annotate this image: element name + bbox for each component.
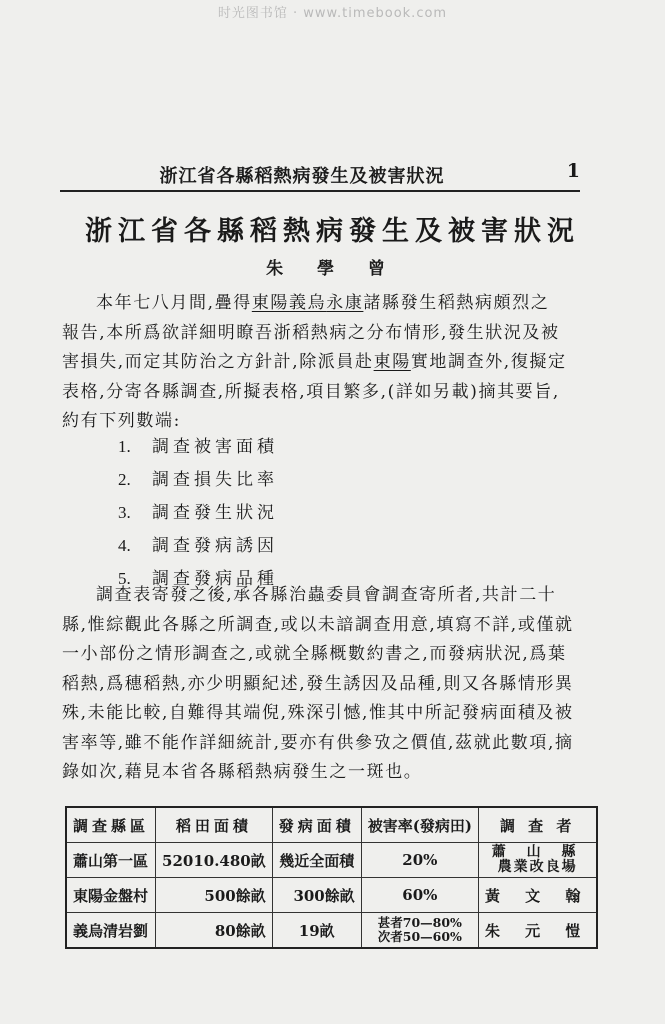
article-title: 浙江省各縣稻熱病發生及被害狀況 (85, 216, 580, 247)
surveyor-cell: 蕭 山 縣 農業改良場 (478, 843, 597, 878)
list-item: 4. 調查發病誘因 (118, 536, 278, 556)
list-item: 1. 調查被害面積 (118, 437, 278, 457)
text-line: 表格,分寄各縣調查,所擬表格,項目繁多,(詳如另載)摘其要旨, (62, 381, 560, 402)
text-line: 約有下列數端: (62, 411, 181, 431)
disease-area-cell: 19畝 (272, 913, 361, 949)
text-line: 稻熱,爲穗稻熱,亦少明顯紀述,發生誘因及品種,則又各縣情形異 (62, 673, 574, 694)
column-header: 被害率(發病田) (361, 807, 478, 843)
column-header: 稻田面積 (156, 807, 273, 843)
text-line: 調查表寄發之後,承各縣治蟲委員會調查寄所者,共計二十 (96, 585, 557, 605)
table-header-row (66, 807, 597, 843)
column-header: 調查縣區 (66, 807, 156, 843)
text-line: 本年七八月間,疊得東陽義烏永康諸縣發生稻熱病頗烈之 (96, 293, 550, 313)
list-item: 2. 調查損失比率 (118, 470, 278, 490)
text-line: 一小部份之情形調查之,或就全縣概數約書之,而發病狀況,爲葉 (62, 644, 567, 664)
text-line: 縣,惟綜觀此各縣之所調查,或以未諳調查用意,填寫不詳,或僅就 (62, 614, 574, 635)
author-name: 朱 學 曾 (266, 259, 399, 279)
list-item: 3. 調查發生狀況 (118, 503, 278, 523)
intro-paragraph (62, 289, 582, 437)
text-line: 害率等,雖不能作詳細統計,要亦有供參攷之價值,茲就此數項,摘 (62, 732, 574, 753)
disease-area-cell: 300餘畝 (272, 878, 361, 913)
damage-rate-cell: 20% (361, 843, 478, 878)
survey-items-list (118, 432, 278, 597)
list-item: 5. 調查發病品種 (118, 569, 278, 589)
surveyor-cell: 朱 元 愷 (478, 913, 597, 949)
survey-table (65, 806, 598, 949)
text-line: 錄如次,藉見本省各縣稻熱病發生之一斑也。 (62, 762, 423, 782)
running-header-title: 浙江省各縣稻熱病發生及被害狀況 (159, 166, 445, 187)
table-row (66, 843, 597, 878)
rice-area-cell: 500餘畝 (156, 878, 273, 913)
surveyor-cell: 黃 文 翰 (478, 878, 597, 913)
damage-rate-cell: 甚者70—80% 次者50—60% (361, 913, 478, 949)
text-line: 報告,本所爲欲詳細明瞭吾浙稻熱病之分布情形,發生狀況及被 (62, 322, 560, 343)
table-row (66, 913, 597, 949)
county-cell: 東陽金盤村 (66, 878, 156, 913)
damage-rate-cell: 60% (361, 878, 478, 913)
body-paragraph (62, 581, 582, 788)
rice-area-cell: 52010.480畝 (156, 843, 273, 878)
watermark: 时光图书馆 · www.timebook.com (217, 6, 448, 21)
column-header: 發病面積 (272, 807, 361, 843)
disease-area-cell: 幾近全面積 (272, 843, 361, 878)
page-number: 1 (566, 160, 580, 182)
text-line: 害損失,而定其防治之方針計,除派員赴東陽實地調查外,復擬定 (62, 352, 567, 372)
text-line: 殊,未能比較,自難得其端倪,殊深引憾,惟其中所記發病面積及被 (62, 703, 574, 723)
table-row (66, 878, 597, 913)
column-header: 調 查 者 (478, 807, 597, 843)
county-cell: 蕭山第一區 (66, 843, 156, 878)
running-header (60, 160, 580, 192)
rice-area-cell: 80餘畝 (156, 913, 273, 949)
county-cell: 義烏清岩劉 (66, 913, 156, 949)
